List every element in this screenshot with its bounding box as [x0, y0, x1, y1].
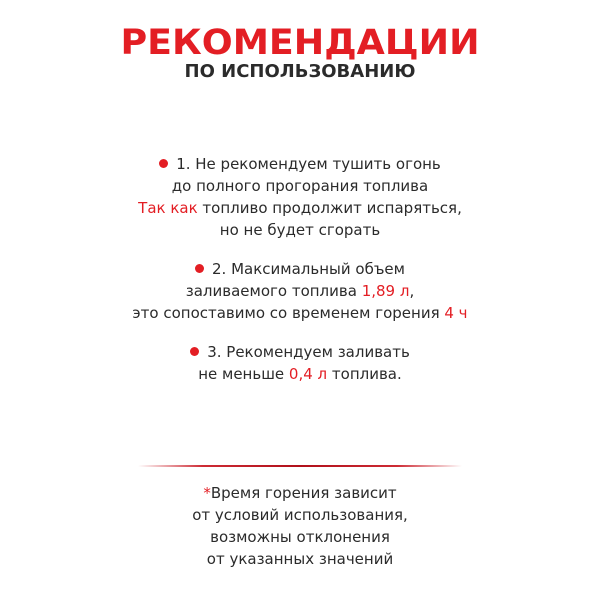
- item-2-line-2: [0, 280, 600, 302]
- item-3-line-1-text: 3. Рекомендуем заливать: [207, 343, 410, 361]
- recommendation-item-3: [0, 341, 600, 385]
- recommendation-item-2: [0, 258, 600, 324]
- footnote-line-3: возможны отклонения: [210, 528, 390, 546]
- item-3-line-2-suffix: топлива.: [327, 365, 402, 383]
- bullet-dot-icon: [195, 264, 204, 273]
- item-1-line-4: но не будет сгорать: [219, 221, 381, 239]
- item-3-volume-highlight: 0,4 л: [288, 365, 328, 383]
- footnote-line-4: от указанных значений: [206, 550, 394, 568]
- recommendation-item-1: [0, 153, 600, 241]
- item-3-line-2-prefix: не меньше: [198, 365, 289, 383]
- item-3-line-2: [0, 363, 600, 385]
- item-1-line-3-rest: топливо продолжит испаряться,: [197, 199, 462, 217]
- item-3-line-1: [0, 341, 600, 363]
- item-2-line-3: [0, 302, 600, 324]
- bullet-dot-icon: [159, 159, 168, 168]
- page-subtitle: ПО ИСПОЛЬЗОВАНИЮ: [184, 61, 416, 82]
- footnote: [0, 482, 600, 570]
- item-2-time-highlight: 4 ч: [444, 304, 468, 322]
- bullet-dot-icon: [190, 347, 199, 356]
- item-1-line-3: [0, 197, 600, 219]
- item-2-line-1-text: 2. Максимальный объем: [212, 260, 405, 278]
- footnote-line-1-text: Время горения зависит: [210, 484, 397, 502]
- footnote-line-1: [0, 482, 600, 504]
- item-1-line-2: до полного прогорания топлива: [171, 177, 429, 195]
- item-2-volume-highlight: 1,89 л: [361, 282, 410, 300]
- item-2-line-3-prefix: это сопоставимо со временем горения: [132, 304, 445, 322]
- item-1-line-1: [0, 153, 600, 175]
- footnote-line-2: от условий использования,: [192, 506, 408, 524]
- item-1-highlight: Так как: [138, 199, 198, 217]
- divider-line: [138, 465, 462, 467]
- item-2-line-2-prefix: заливаемого топлива: [185, 282, 362, 300]
- page-title: РЕКОМЕНДАЦИИ: [120, 23, 480, 63]
- item-2-line-1: [0, 258, 600, 280]
- item-2-line-2-suffix: ,: [409, 282, 415, 300]
- footnote-asterisk: *: [203, 484, 211, 502]
- item-1-line-1-text: 1. Не рекомендуем тушить огонь: [176, 155, 441, 173]
